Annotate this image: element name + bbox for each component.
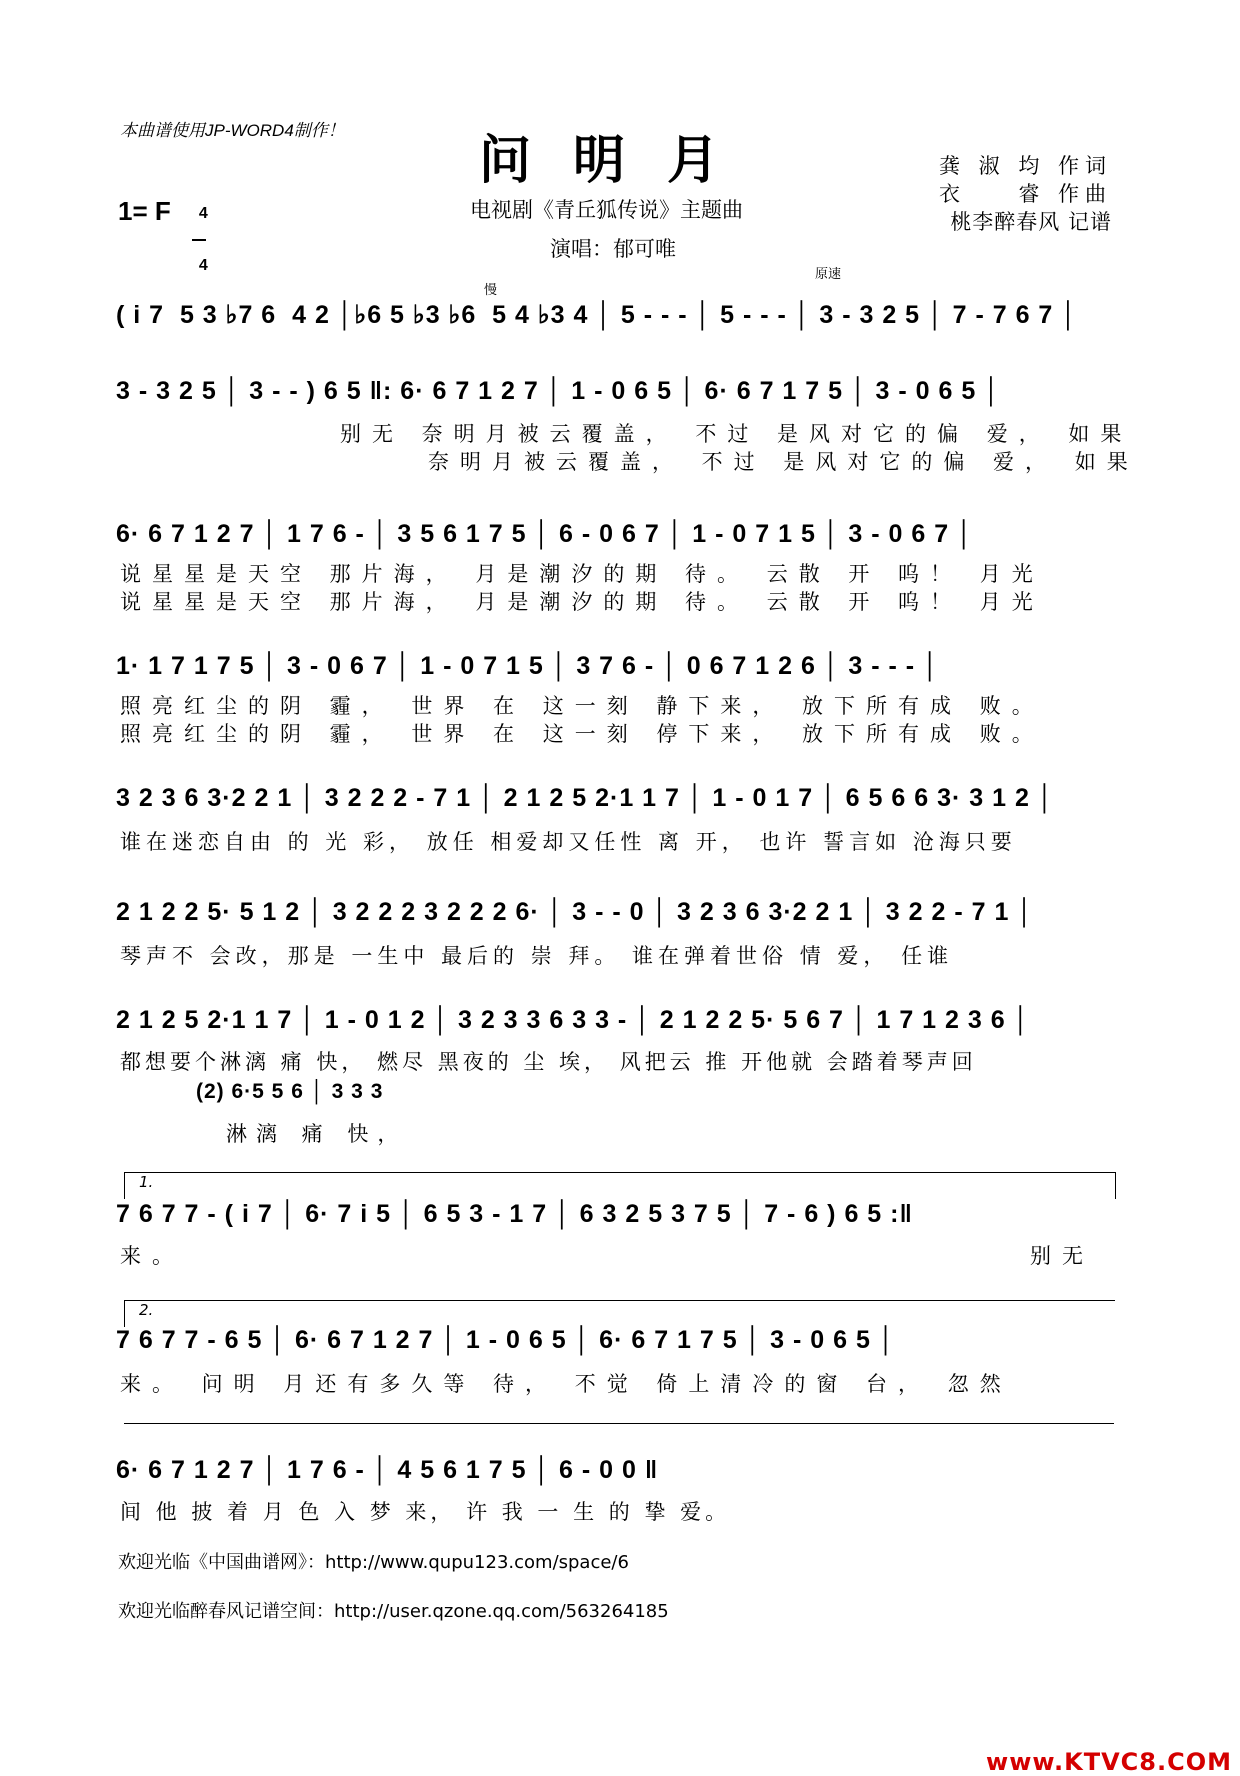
notation-line-1: ( i 7 5 3 ♭7 6 4 2 │♭6 5 ♭3 ♭6 5 4 ♭3 4 │ 5 - - - │ 5 - - - │ 3 - 3 2 5 │ 7 - 7 6 7 │ [116,301,1078,329]
lyric-line-2a: 别无 奈明月被云覆盖， 不过 是风对它的偏 爱， 如果 [340,422,1133,446]
notation-line-9: 7 6 7 7 - 6 5 │ 6· 6 7 1 2 7 │ 1 - 0 6 5 │ 6· 6 7 1 7 5 │ 3 - 0 6 5 │ [116,1326,896,1354]
subtitle: 电视剧《青丘狐传说》主题曲 [470,198,743,222]
notation-line-4: 1· 1 7 1 7 5 │ 3 - 0 6 7 │ 1 - 0 7 1 5 │ 3 7 6 - │ 0 6 7 1 2 6 │ 3 - - - │ [116,652,940,680]
lyric-line-9: 来。 问明 月还有多久等 待， 不觉 倚上清冷的窗 台， 忽然 [120,1372,1012,1396]
notation-line-8: 7 6 7 7 - ( i 7 │ 6· 7 i 5 │ 6 5 3 - 1 7 │ 6 3 2 5 3 7 5 │ 7 - 6 ) 6 5 :‖ [116,1200,913,1228]
transcriber-credit: 桃李醉春风 记谱 [950,210,1112,234]
watermark: www.KTVC8.COM [986,1748,1232,1776]
notation-line-5: 3 2 3 6 3·2 2 1 │ 3 2 2 2 - 7 1 │ 2 1 2 5 2·1 1 7 │ 1 - 0 1 7 │ 6 5 6 6 3· 3 1 2 │ [116,784,1055,812]
lyric-line-4a: 照亮红尘的阴 霾， 世界 在 这一刻 静下来， 放下所有成 败。 [120,694,1044,718]
notation-line-6: 2 1 2 2 5· 5 1 2 │ 3 2 2 2 3 2 2 2 6· │ 3 - - 0 │ 3 2 3 6 3·2 2 1 │ 3 2 2 - 7 1 │ [116,898,1034,926]
singer: 演唱：郁可唯 [550,237,676,261]
notation-line-2: 3 - 3 2 5 │ 3 - - ) 6 5 ‖: 6· 6 7 1 2 7 │ 1 - 0 6 5 │ 6· 6 7 1 7 5 │ 3 - 0 6 5 │ [116,377,1001,405]
lyric-line-6: 琴声不 会改，那是 一生中 最后的 崇 拜。 谁在弹着世俗 情 爱， 任谁 [120,944,954,968]
ending-variant-lyric: 淋漓 痛 快， [226,1122,408,1146]
key-signature: 1= F [118,196,171,226]
lyric-line-10: 间 他 披 着 月 色 入 梦 来， 许 我 一 生 的 挚 爱。 [120,1500,731,1524]
lyric-line-4b: 照亮红尘的阴 霾， 世界 在 这一刻 停下来， 放下所有成 败。 [120,722,1044,746]
time-numerator: 4 [198,205,208,222]
second-ending-bracket [124,1300,1115,1327]
first-ending-bracket [124,1172,1116,1199]
composer-credit: 衣 睿 作曲 [938,182,1112,206]
time-signature [190,190,208,274]
lyric-line-7: 都想要个淋漓 痛 快， 燃尽 黑夜的 尘 埃， 风把云 推 开他就 会踏着琴声回 [120,1050,977,1074]
ending-variant-notes: (2) 6·5 5 6 │ 3 3 3 [196,1080,384,1103]
notation-line-3: 6· 6 7 1 2 7 │ 1 7 6 - │ 3 5 6 1 7 5 │ 6 - 0 6 7 │ 1 - 0 7 1 5 │ 3 - 0 6 7 │ [116,520,974,548]
lyric-line-3a: 说星星是天空 那片海， 月是潮汐的期 待。 云散 开 呜！ 月光 [120,562,1044,586]
lyric-line-3b: 说星星是天空 那片海， 月是潮汐的期 待。 云散 开 呜！ 月光 [120,590,1044,614]
footer-link-qupu123[interactable]: 欢迎光临《中国曲谱网》：http://www.qupu123.com/space/6 [118,1552,629,1573]
first-ending-number: 1. [139,1173,154,1191]
time-denominator: 4 [198,257,208,274]
footer-link-qzone[interactable]: 欢迎光临醉春风记谱空间：http://user.qzone.qq.com/563264185 [118,1601,669,1622]
software-credit: 本曲谱使用JP-WORD4制作！ [120,121,345,140]
song-title: 问明月 [478,130,761,191]
section-rule [124,1423,1114,1424]
lyricist-credit: 龚 淑 均 作词 [938,154,1112,178]
second-ending-number: 2. [139,1301,154,1319]
notation-line-7: 2 1 2 5 2·1 1 7 │ 1 - 0 1 2 │ 3 2 3 3 6 3 3 - │ 2 1 2 2 5· 5 6 7 │ 1 7 1 2 3 6 │ [116,1006,1031,1034]
lyric-line-2b: 奈明月被云覆盖， 不过 是风对它的偏 爱， 如果 [428,450,1139,474]
tempo-slow-mark: 慢 [484,283,498,298]
lyric-line-5: 谁在迷恋自由 的 光 彩， 放任 相爱却又任性 离 开， 也许 誓言如 沧海只要 [120,830,1017,854]
lyric-line-8a: 来。 [120,1244,184,1268]
lyric-line-8b: 别无 [1030,1244,1094,1268]
notation-line-10: 6· 6 7 1 2 7 │ 1 7 6 - │ 4 5 6 1 7 5 │ 6 - 0 0 ‖ [116,1456,659,1484]
tempo-original-mark: 原速 [815,267,842,282]
